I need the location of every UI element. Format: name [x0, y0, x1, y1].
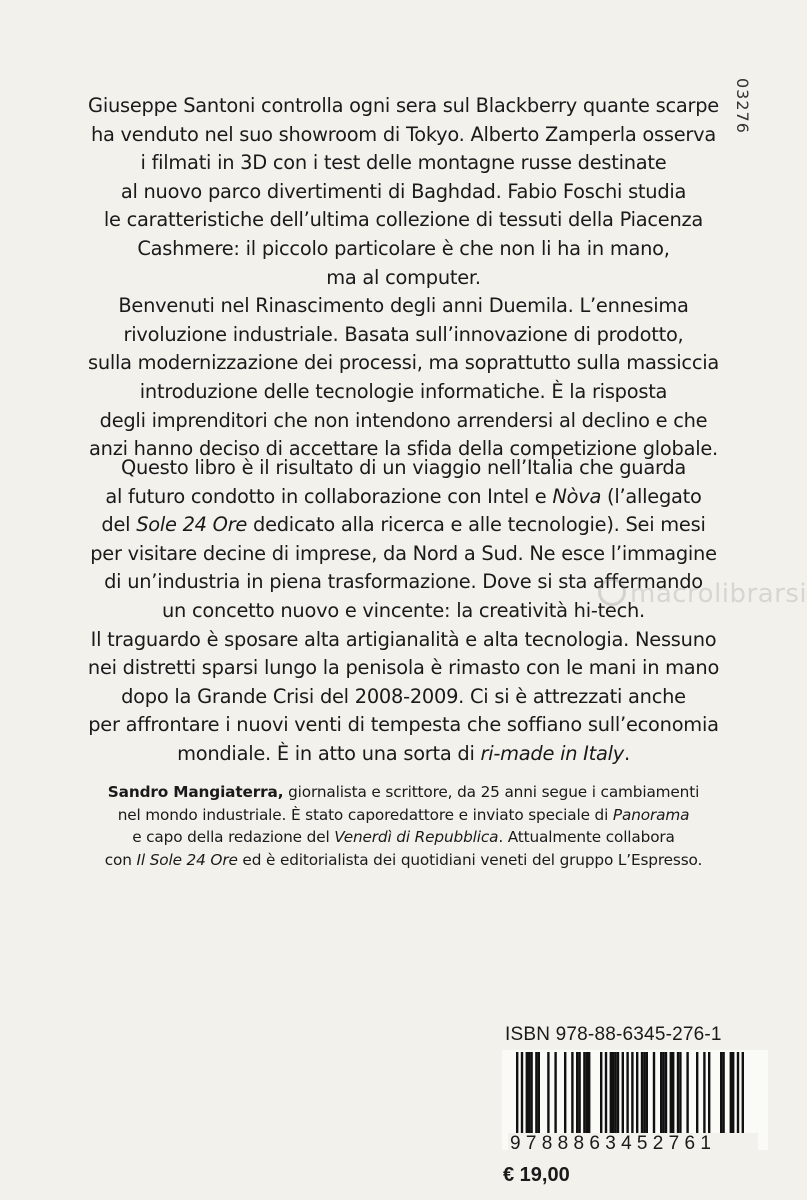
- barcode-bar: [614, 1052, 616, 1134]
- blurb-line: degli imprenditori che non intendono arrendersi al declino e che: [99, 408, 708, 432]
- watermark-text: macrolibrarsi: [630, 579, 807, 609]
- bio-line: [40, 781, 767, 804]
- barcode-bar: [703, 1052, 705, 1134]
- publication-name: Panorama: [612, 805, 690, 824]
- publication-name: Nòva: [552, 484, 602, 508]
- barcode-bar: [612, 1052, 614, 1134]
- barcode-bar: [677, 1052, 679, 1134]
- barcode-bar: [617, 1052, 619, 1134]
- publication-name: Sole 24 Ore: [136, 513, 248, 537]
- text-run: e capo della redazione del: [132, 828, 335, 847]
- blurb-line: al nuovo parco divertimenti di Baghdad. Fabio Foschi studia: [120, 179, 687, 203]
- barcode-bar: [730, 1052, 732, 1134]
- barcode-bar: [641, 1052, 643, 1134]
- text-run: con: [104, 850, 137, 869]
- author-bio: [40, 781, 767, 871]
- barcode-bar: [547, 1052, 549, 1134]
- blurb-line: di un’industria in piena trasformazione. Dove si sta affermando: [104, 570, 703, 594]
- barcode-bar: [686, 1052, 688, 1134]
- text-run: nel mondo industriale. È stato caporedattore e inviato speciale di: [117, 805, 613, 824]
- barcode-bar: [564, 1052, 566, 1134]
- barcode-bar: [643, 1052, 645, 1134]
- blurb-line: Questo libro è il risultato di un viaggio nell’Italia che guarda: [120, 456, 687, 479]
- barcode-bar: [576, 1052, 578, 1134]
- barcode-bar: [662, 1052, 664, 1134]
- blurb-paragraph-2: [40, 454, 767, 769]
- bio-line: [40, 826, 767, 849]
- blurb-line: Il traguardo è sposare alta artigianalità e alta tecnologia. Nessuno: [90, 627, 717, 651]
- text-run: . Attualmente collabora: [498, 828, 675, 847]
- barcode-bar: [588, 1052, 590, 1134]
- text-run: .: [623, 741, 630, 765]
- blurb-line: per affrontare i nuovi venti di tempesta che soffiano sull’economia: [88, 713, 719, 737]
- text-run: mondiale. È in atto una sorta di: [177, 741, 481, 765]
- blurb-line: sulla modernizzazione dei processi, ma soprattutto sulla massiccia: [87, 351, 720, 375]
- barcode-bar: [665, 1052, 667, 1134]
- text-run: al futuro condotto in collaborazione con Intel e: [105, 484, 553, 508]
- blurb-line: per visitare decine di imprese, da Nord a Sud. Ne esce l’immagine: [90, 541, 717, 565]
- barcode-bar: [578, 1052, 580, 1134]
- price-tag: € 19,00: [503, 1164, 570, 1186]
- text-run: del: [101, 513, 137, 537]
- emphasis: ri-made in Italy: [480, 741, 624, 765]
- blurb-line: Giuseppe Santoni controlla ogni sera sul Blackberry quante scarpe: [88, 94, 719, 117]
- blurb-line: dopo la Grande Crisi del 2008-2009. Ci si è attrezzati anche: [121, 684, 686, 708]
- barcode-bar: [583, 1052, 585, 1134]
- blurb-line: ma al computer.: [326, 265, 481, 289]
- blurb-line: le caratteristiche dell’ultima collezione di tessuti della Piacenza: [103, 208, 704, 232]
- blurb-line: rivoluzione industriale. Basata sull’innovazione di prodotto,: [123, 322, 684, 346]
- barcode-bar: [622, 1052, 624, 1134]
- barcode-bar: [696, 1052, 698, 1134]
- blurb-line: introduzione delle tecnologie informatiche. È la risposta: [139, 379, 668, 403]
- author-name: Sandro Mangiaterra,: [107, 783, 284, 801]
- blurb-line: Benvenuti nel Rinascimento degli anni Duemila. L’ennesima: [118, 294, 689, 318]
- barcode-bar: [528, 1052, 530, 1134]
- barcode-bar: [672, 1052, 674, 1134]
- blurb-line: i filmati in 3D con i test delle montagne russe destinate: [140, 151, 667, 175]
- isbn-label: ISBN 978-88-6345-276-1: [505, 1024, 722, 1045]
- blurb-line: [40, 740, 767, 769]
- barcode-bar: [722, 1052, 724, 1134]
- barcode-bar: [610, 1052, 612, 1134]
- blurb-line: nei distretti sparsi lungo la penisola è rimasto con le mani in mano: [87, 656, 720, 680]
- barcode-bar: [586, 1052, 588, 1134]
- blurb-paragraph-1: [40, 92, 767, 464]
- barcode-bar: [732, 1052, 734, 1134]
- barcode-bar: [670, 1052, 672, 1134]
- barcode-bar: [530, 1052, 532, 1134]
- catalog-code: 03276: [733, 78, 752, 134]
- barcode-bar: [720, 1052, 722, 1134]
- publication-name: Il Sole 24 Ore: [136, 850, 238, 869]
- text-run: (l’allegato: [601, 484, 702, 508]
- text-run: giornalista e scrittore, da 25 anni segue i cambiamenti: [283, 783, 700, 801]
- barcode-bar: [653, 1052, 655, 1134]
- publication-name: Venerdì di Repubblica: [334, 828, 499, 847]
- barcode-bar: [538, 1052, 540, 1134]
- blurb-line: [40, 483, 767, 512]
- barcode-bar: [571, 1052, 573, 1134]
- barcode-bar: [535, 1052, 537, 1134]
- barcode-bar: [660, 1052, 662, 1134]
- barcode-bar: [605, 1052, 607, 1134]
- bio-line: [40, 849, 767, 872]
- blurb-line: [40, 511, 767, 540]
- blurb-line: ha venduto nel suo showroom di Tokyo. Alberto Zamperla osserva: [90, 122, 717, 146]
- text-run: dedicato alla ricerca e alle tecnologie). Sei mesi: [247, 513, 706, 537]
- blurb-line: un concetto nuovo e vincente: la creatività hi-tech.: [162, 598, 645, 622]
- barcode-bar: [526, 1052, 528, 1134]
- bio-line: [40, 804, 767, 827]
- barcode-digits: 9788863452761: [508, 1133, 758, 1155]
- barcode-bar: [646, 1052, 648, 1134]
- text-run: ed è editorialista dei quotidiani veneti del gruppo L’Espresso.: [237, 850, 703, 869]
- barcode-bar: [708, 1052, 710, 1134]
- blurb-line: Cashmere: il piccolo particolare è che non li ha in mano,: [137, 236, 670, 260]
- barcode-bar: [636, 1052, 638, 1134]
- blurb-line: anzi hanno deciso di accettare la sfida della competizione globale.: [89, 437, 718, 461]
- barcode-bar: [554, 1052, 556, 1134]
- barcode-bar: [600, 1052, 602, 1134]
- barcode-bar: [679, 1052, 681, 1134]
